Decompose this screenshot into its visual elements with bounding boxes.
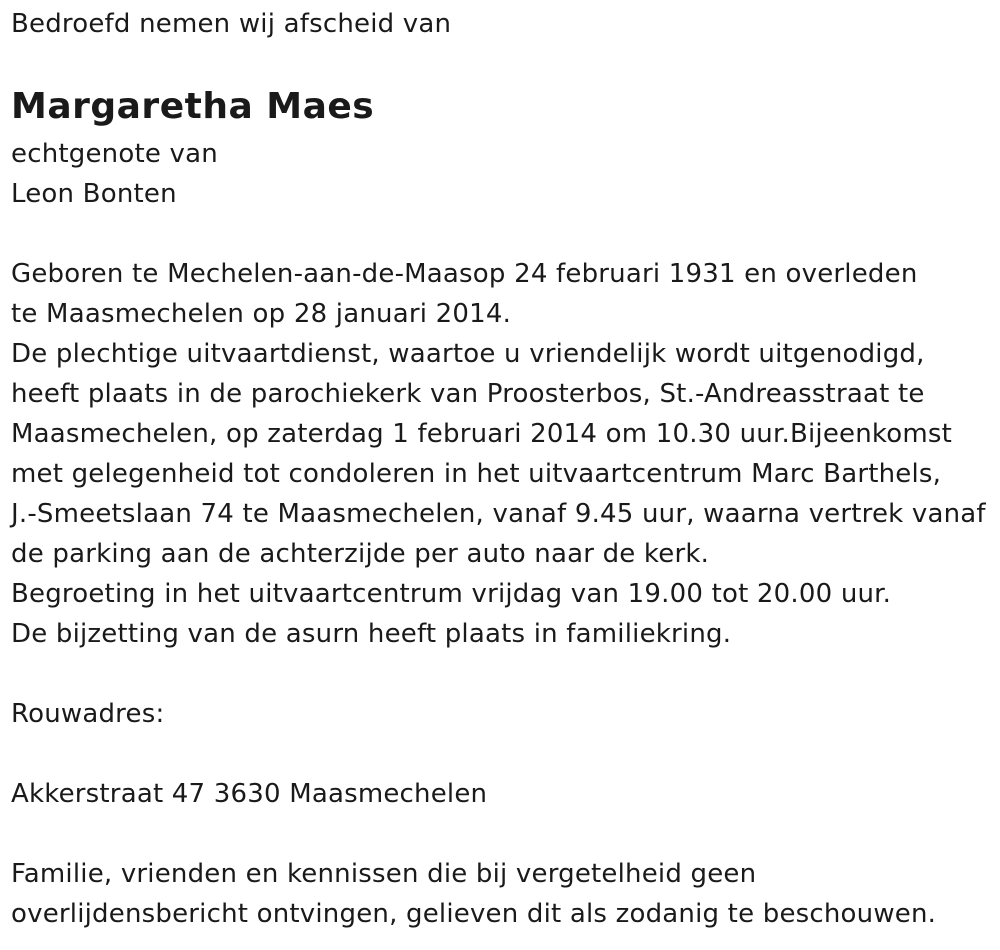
address-label: Rouwadres:: [11, 699, 165, 729]
body-line: De plechtige uitvaartdienst, waartoe u vriendelijk wordt uitgenodigd,: [11, 339, 925, 369]
body-line: heeft plaats in de parochiekerk van Proosterbos, St.-Andreasstraat te: [11, 379, 925, 409]
closing-line: Familie, vrienden en kennissen die bij vergetelheid geen: [11, 859, 757, 889]
body-line: Geboren te Mechelen-aan-de-Maasop 24 februari 1931 en overleden: [11, 259, 918, 289]
intro-text: Bedroefd nemen wij afscheid van: [11, 9, 452, 39]
deceased-name: Margaretha Maes: [11, 86, 375, 127]
body-line: met gelegenheid tot condoleren in het uitvaartcentrum Marc Barthels,: [11, 459, 942, 489]
body-line: Begroeting in het uitvaartcentrum vrijdag van 19.00 tot 20.00 uur.: [11, 579, 892, 609]
body-line: J.-Smeetslaan 74 te Maasmechelen, vanaf 9.45 uur, waarna vertrek vanaf: [11, 499, 986, 529]
closing-line: overlijdensbericht ontvingen, gelieven dit als zodanig te beschouwen.: [11, 899, 937, 929]
body-line: te Maasmechelen op 28 januari 2014.: [11, 299, 512, 329]
body-line: De bijzetting van de asurn heeft plaats in familiekring.: [11, 619, 732, 649]
body-line: Maasmechelen, op zaterdag 1 februari 2014 om 10.30 uur.Bijeenkomst: [11, 419, 952, 449]
address-text: Akkerstraat 47 3630 Maasmechelen: [11, 779, 488, 809]
relation-text: echtgenote van: [11, 139, 218, 169]
body-line: de parking aan de achterzijde per auto naar de kerk.: [11, 539, 710, 569]
spouse-name: Leon Bonten: [11, 179, 177, 209]
